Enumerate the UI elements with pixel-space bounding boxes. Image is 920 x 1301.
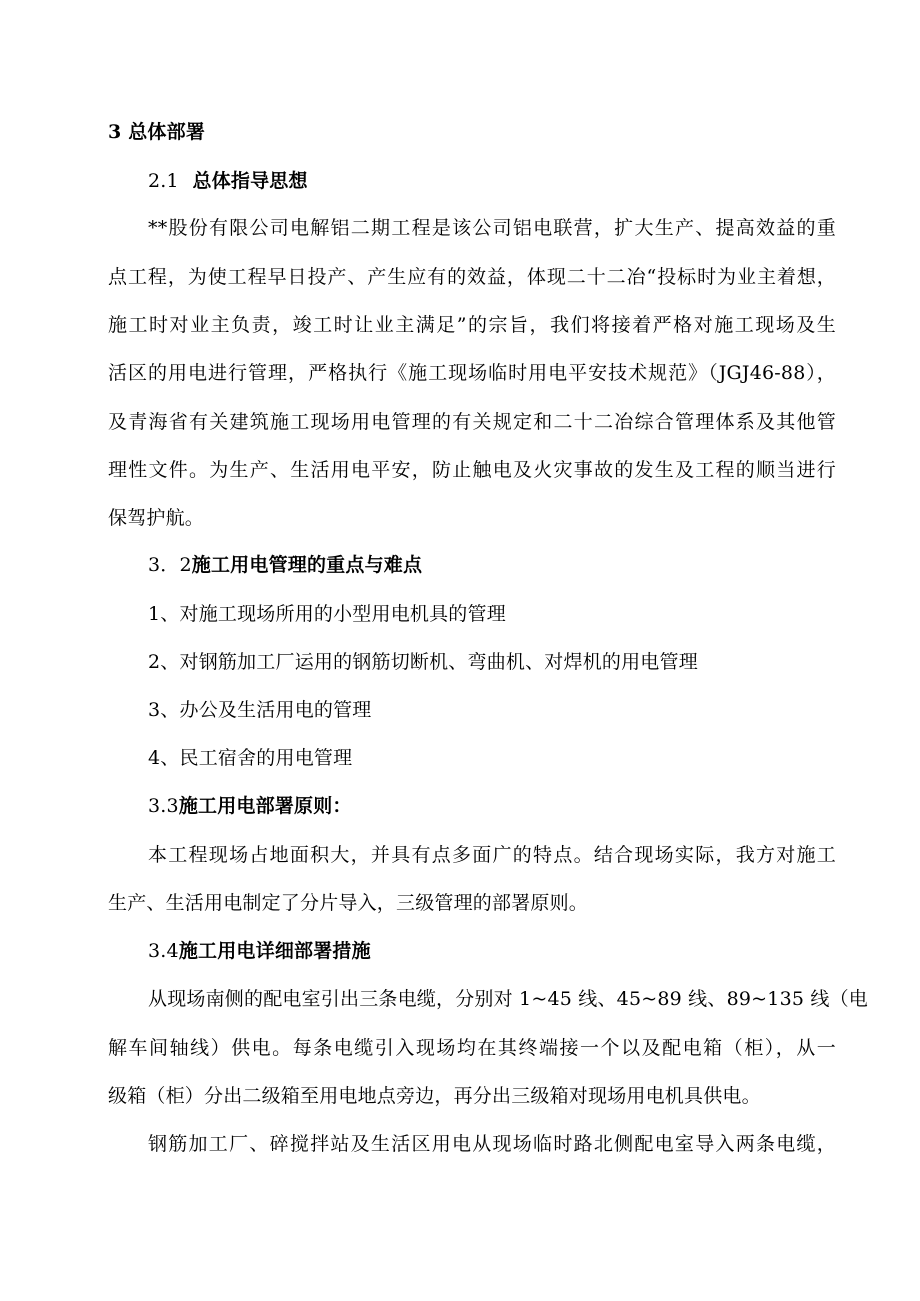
section-number: 3.3: [148, 795, 179, 817]
paragraph-line: 解车间轴线）供电。每条电缆引入现场均在其终端接一个以及配电箱（柜），从一: [108, 1037, 836, 1059]
section-heading-3-3: [148, 794, 352, 818]
list-item: 4、民工宿舍的用电管理: [148, 747, 353, 769]
list-item: 1、对施工现场所用的小型用电机具的管理: [148, 603, 506, 625]
section-title: 施工用电详细部署措施: [178, 940, 371, 962]
main-heading-text: 3 总体部署: [108, 121, 206, 143]
section-heading-2-1: [148, 169, 308, 193]
paragraph-line: 活区的用电进行管理，严格执行《施工现场临时用电平安技术规范》（JGJ46-88），: [108, 362, 836, 384]
paragraph-line: 及青海省有关建筑施工现场用电管理的有关规定和二十二冶综合管理体系及其他管: [108, 411, 836, 433]
paragraph-line: 理性文件。为生产、生活用电平安，防止触电及火灾事故的发生及工程的顺当进行: [108, 459, 836, 481]
paragraph-line: **股份有限公司电解铝二期工程是该公司铝电联营，扩大生产、提高效益的重: [148, 217, 836, 239]
main-heading: [108, 120, 205, 144]
section-heading-3-4: [148, 939, 371, 963]
section-heading-3-2: [148, 553, 422, 577]
section-title: 施工用电部署原则：: [178, 795, 352, 817]
section-number: 3．2: [148, 554, 192, 576]
section-title: 施工用电管理的重点与难点: [191, 554, 423, 576]
list-item: 3、办公及生活用电的管理: [148, 699, 372, 721]
list-item: 2、对钢筋加工厂运用的钢筋切断机、弯曲机、对焊机的用电管理: [148, 651, 698, 673]
paragraph-line: 从现场南侧的配电室引出三条电缆，分别对 1~45 线、45~89 线、89~135 线（电: [148, 988, 868, 1010]
paragraph-line: 保驾护航。: [108, 507, 205, 529]
paragraph-line: 生产、生活用电制定了分片导入，三级管理的部署原则。: [108, 892, 589, 914]
paragraph-line: 级箱（柜）分出二级箱至用电地点旁边，再分出三级箱对现场用电机具供电。: [108, 1085, 761, 1107]
paragraph-line: 本工程现场占地面积大，并具有点多面广的特点。结合现场实际，我方对施工: [148, 844, 836, 866]
section-number: 2.1: [148, 170, 179, 192]
section-title: 总体指导思想: [192, 170, 308, 192]
paragraph-line: 点工程，为使工程早日投产、产生应有的效益，体现二十二冶“投标时为业主着想，: [108, 266, 836, 288]
paragraph-line: 钢筋加工厂、碎搅拌站及生活区用电从现场临时路北侧配电室导入两条电缆，: [148, 1133, 836, 1155]
section-number: 3.4: [148, 940, 179, 962]
paragraph-line: 施工时对业主负责，竣工时让业主满足”的宗旨，我们将接着严格对施工现场及生: [108, 314, 836, 336]
